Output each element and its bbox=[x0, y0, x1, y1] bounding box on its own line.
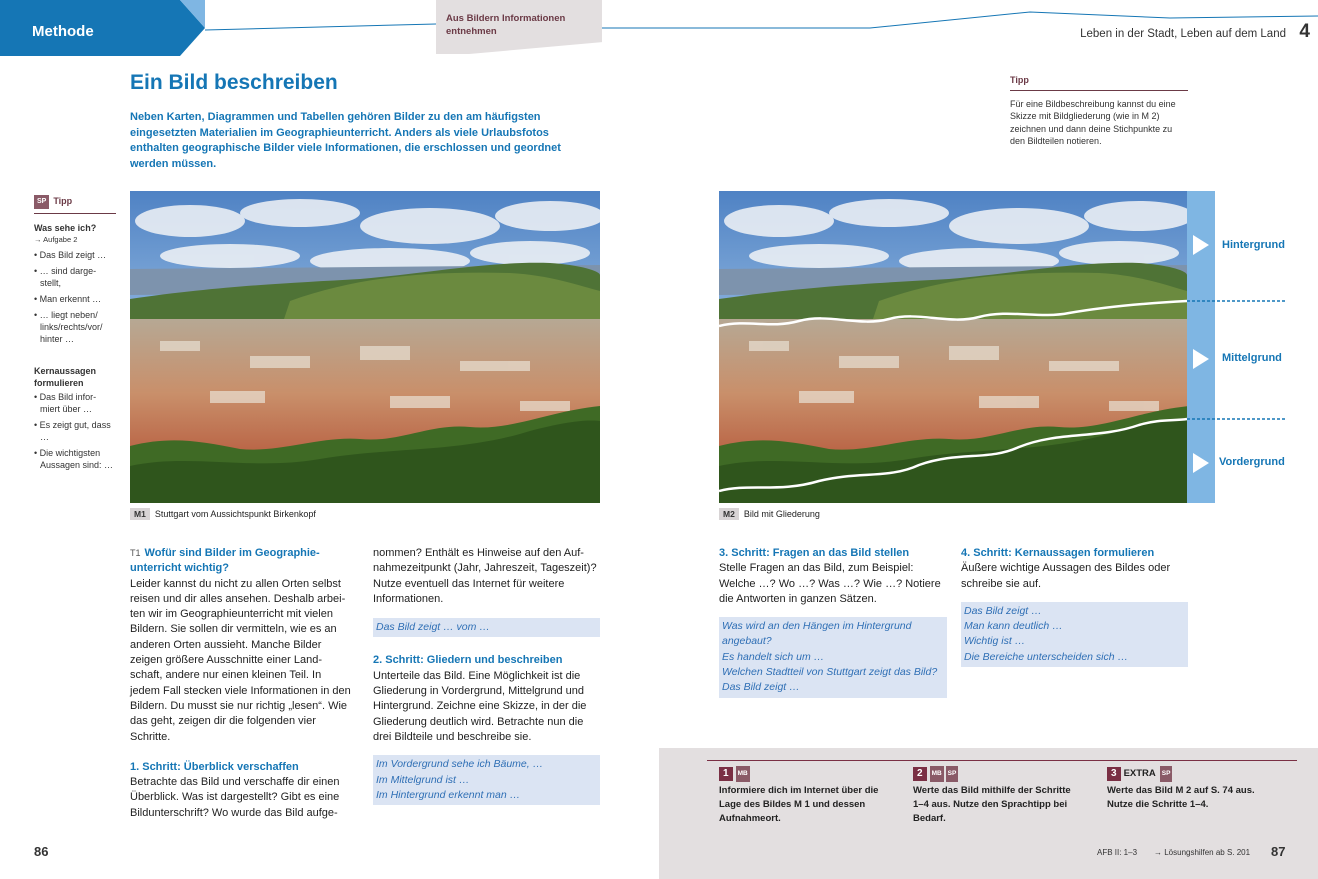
body-text: Betrachte das Bild und verschaffe dir einen Überblick. Was ist dargestellt? Gibt es eine Bildunterschrift? Wo wurde das Bild aufge- bbox=[130, 776, 340, 819]
tip-group-title: Was sehe ich? bbox=[34, 223, 97, 233]
step-heading: 4. Schritt: Kernaussagen formulieren bbox=[961, 547, 1155, 559]
tip-group-title: Kernaussagen formulieren bbox=[34, 366, 97, 388]
tip-reference: → Aufgabe 2 bbox=[34, 235, 78, 244]
section-heading: T1 Wofür sind Bilder im Geographie- unterricht wichtig? bbox=[130, 547, 320, 575]
tip-item: • Man erkennt … bbox=[34, 294, 102, 304]
intro-text: Neben Karten, Diagrammen und Tabellen gehören Bilder zu den am häufigsten eingesetzten Materialien im Geographieunterricht. Anders als viele Urlaubsfotos enthalten geographische Bilder viele Informationen, die erschlossen und geordnet werden müssen. bbox=[130, 111, 561, 170]
body-text: Äußere wichtige Aussagen des Bildes oder schreibe sie auf. bbox=[961, 562, 1171, 590]
footer-afb: AFB II: 1–3 bbox=[1097, 848, 1138, 857]
caption-m2: M2 Bild mit Gliederung bbox=[719, 508, 820, 520]
page-number-right: 87 bbox=[1271, 844, 1286, 859]
task-3: 3 EXTRA SP Werte das Bild M 2 auf S. 74 aus. Nutze die Schritte 1–4. bbox=[1107, 768, 1255, 810]
task-1: 1 MB Informiere dich im Internet über die Lage des Bildes M 1 und dessen Aufnahmeort. bbox=[719, 768, 879, 824]
label-mittelgrund: Mittelgrund bbox=[1222, 352, 1282, 364]
tip-item: • Die wichtigsten Aussagen sind: … bbox=[34, 448, 114, 470]
task-2: 2 MB SP Werte das Bild mithilfe der Schritte 1–4 aus. Nutze den Sprachtipp bei Bedarf. bbox=[913, 768, 1071, 824]
right-tip-text: Für eine Bildbeschreibung kannst du eine Skizze mit Bildgliederung (wie in M 2) zeichnen und dann deine Stichpunkte zu den Bildteilen notieren. bbox=[1010, 98, 1176, 146]
tip-item: • Es zeigt gut, dass … bbox=[34, 420, 111, 442]
header-tab-text: Aus Bildern Informationen entnehmen bbox=[446, 13, 566, 37]
page-title: Ein Bild beschreiben bbox=[130, 71, 338, 94]
language-hint: Was wird an den Hängen im Hintergrund angebaut? Es handelt sich um … Welchen Stadtteil von Stuttgart zeigt das Bild? Das Bild zeigt … bbox=[719, 617, 947, 697]
tip-item: • … sind darge- stellt, bbox=[34, 266, 97, 288]
body-text: Leider kannst du nicht zu allen Orten selbst reisen und dir alles ansehen. Deshalb arbei- ten wir im Geographieunterricht mit vielen Bildern. Sie sollen dir vermitteln, wie es an anderen Orten aussieht. Manche Bilder zeigen größere Ausschnitte einer Land- schaft, andere nur einen kleinen Teil. In jedem Fall stecken viele Informationen in den Bildern. Du musst sie nur richtig „lesen“. Wie das geht, zeigen dir die folgenden vier Schritte. bbox=[130, 577, 351, 743]
text-column-2 bbox=[373, 546, 600, 805]
tip-item: • Das Bild zeigt … bbox=[34, 250, 107, 260]
label-vordergrund: Vordergrund bbox=[1219, 456, 1285, 468]
section-label: Methode bbox=[32, 23, 94, 40]
language-hint: Das Bild zeigt … vom … bbox=[373, 618, 600, 637]
photo-m2 bbox=[719, 191, 1187, 503]
footer-help-link[interactable]: → Lösungshilfen ab S. 201 bbox=[1154, 848, 1251, 857]
right-tip bbox=[1010, 74, 1188, 148]
tasks-divider bbox=[707, 760, 1297, 761]
caption-tag: M1 bbox=[130, 508, 150, 520]
text-column-3 bbox=[719, 546, 947, 698]
language-hint: Das Bild zeigt … Man kann deutlich … Wichtig ist … Die Bereiche unterscheiden sich … bbox=[961, 602, 1188, 667]
chapter-title: Leben in der Stadt, Leben auf dem Land bbox=[1080, 28, 1286, 40]
tip-item: • … liegt neben/ links/rechts/vor/ hinter … bbox=[34, 310, 103, 344]
step-heading: 3. Schritt: Fragen an das Bild stellen bbox=[719, 547, 910, 559]
text-column-4 bbox=[961, 546, 1188, 667]
label-hintergrund: Hintergrund bbox=[1222, 239, 1285, 251]
caption-m1: M1 Stuttgart vom Aussichtspunkt Birkenkopf bbox=[130, 508, 316, 520]
body-text: Unterteile das Bild. Eine Möglichkeit ist die Gliederung in Vordergrund, Mittelgrund und Hintergrund. Zeichne eine Skizze, in der die Gliederung deutlich wird. Betrachte nun die drei Bildteile und beschreibe sie. bbox=[373, 669, 587, 743]
step-heading: 1. Schritt: Überblick verschaffen bbox=[130, 760, 299, 773]
tip-item: • Das Bild infor- miert über … bbox=[34, 392, 97, 414]
step-heading: 2. Schritt: Gliedern und beschreiben bbox=[373, 654, 563, 667]
caption-tag: M2 bbox=[719, 508, 739, 520]
sp-badge: SP bbox=[34, 195, 49, 209]
page-number-left: 86 bbox=[34, 844, 49, 859]
body-text: nommen? Enthält es Hinweise auf den Auf- nahmezeitpunkt (Jahr, Jahreszeit, Tageszeit)? Nutze eventuell das Internet für weitere Informationen. bbox=[373, 547, 597, 605]
sidebar-tip-heading: SP Tipp bbox=[34, 195, 116, 214]
right-tip-heading: Tipp bbox=[1010, 74, 1188, 91]
photo-m1 bbox=[130, 191, 600, 503]
chapter-number: 4 bbox=[1299, 21, 1310, 42]
text-column-1 bbox=[130, 546, 352, 821]
body-text: Stelle Fragen an das Bild, zum Beispiel: Welche …? Wo …? Was …? Wie …? Notiere die Antworten in ganzen Sätzen. bbox=[719, 562, 941, 605]
sidebar-tip bbox=[34, 195, 116, 475]
language-hint: Im Vordergrund sehe ich Bäume, … Im Mittelgrund ist … Im Hintergrund erkennt man … bbox=[373, 755, 600, 805]
